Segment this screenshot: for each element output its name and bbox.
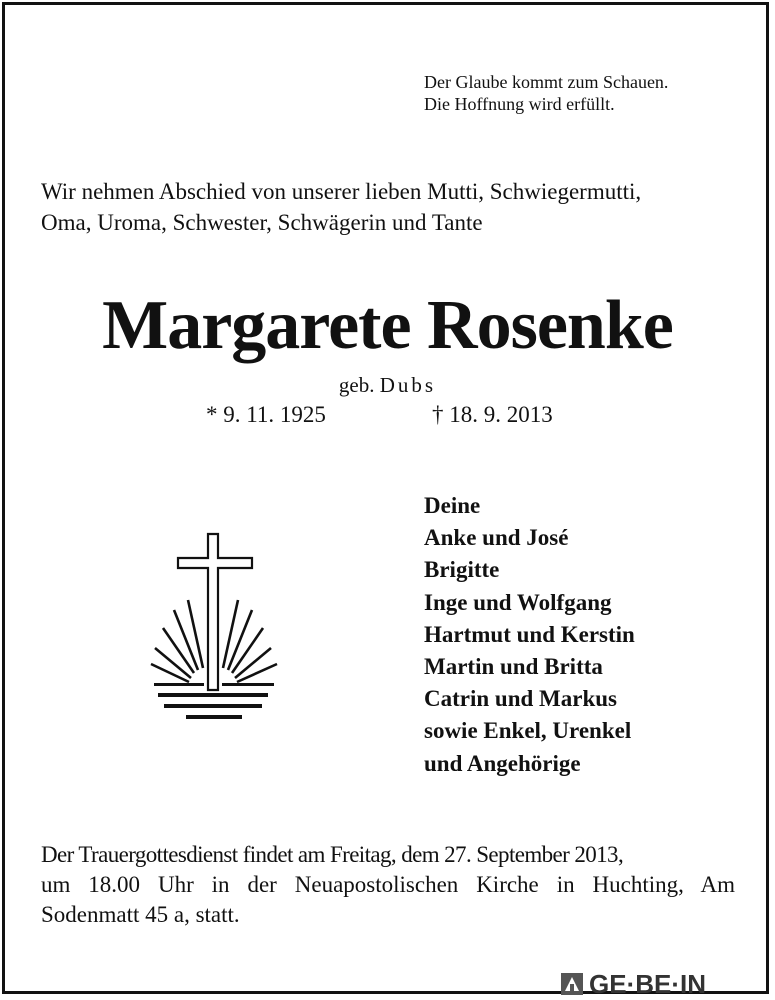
service-line: um 18.00 Uhr in der Neuapostolischen Kirche in Huchting, Am	[41, 872, 735, 897]
mourner-line: sowie Enkel, Urenkel	[424, 718, 632, 744]
motto-line: Der Glaube kommt zum Schauen.	[424, 72, 669, 92]
service-line: Sodenmatt 45 a, statt.	[41, 902, 240, 927]
motto	[424, 71, 668, 115]
maiden-name	[0, 373, 775, 398]
mourner-line: und Angehörige	[424, 750, 581, 776]
mourner-line: Inge und Wolfgang	[424, 589, 612, 615]
maiden-surname: Dubs	[379, 373, 437, 397]
cross-sunrise-icon	[146, 530, 286, 726]
logo-text: GE·BE·IN	[589, 968, 706, 999]
service-info	[41, 840, 735, 930]
gebein-logo	[561, 968, 706, 1000]
mourner-line: Anke und José	[424, 525, 569, 551]
intro-text	[41, 176, 741, 238]
mourner-line: Hartmut und Kerstin	[424, 621, 635, 647]
mourner-line: Martin und Britta	[424, 654, 603, 680]
gebein-logo-icon	[561, 973, 583, 995]
intro-line: Wir nehmen Abschied von unserer lieben Mutti, Schwiegermutti,	[41, 179, 642, 204]
mourner-line: Brigitte	[424, 557, 500, 583]
mourners-list	[424, 490, 635, 780]
intro-line: Oma, Uroma, Schwester, Schwägerin und Tante	[41, 210, 483, 235]
service-line: Der Trauergottesdienst findet am Freitag, dem 27. September 2013,	[41, 842, 624, 867]
mourner-line: Deine	[424, 493, 481, 518]
mourner-line: Catrin und Markus	[424, 686, 617, 712]
deceased-name: Margarete Rosenke	[102, 287, 673, 364]
death-date: † 18. 9. 2013	[432, 402, 553, 427]
birth-date: * 9. 11. 1925	[206, 402, 326, 427]
motto-line: Die Hoffnung wird erfüllt.	[424, 94, 615, 114]
maiden-prefix: geb.	[338, 373, 375, 397]
